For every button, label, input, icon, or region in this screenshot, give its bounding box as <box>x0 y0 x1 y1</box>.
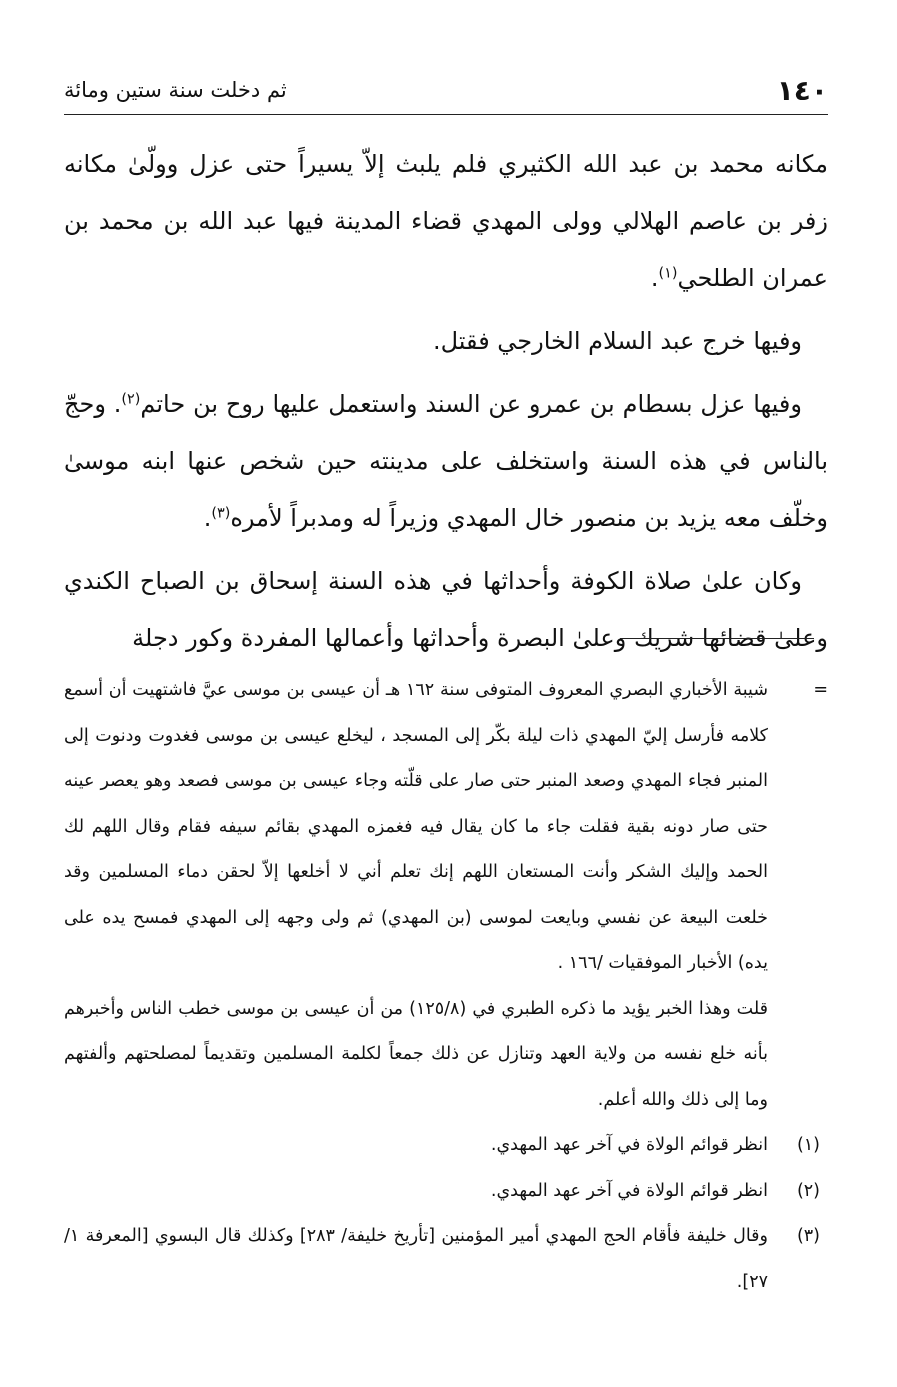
footnote-item-1 <box>64 1123 828 1169</box>
footnote-separator <box>620 638 814 639</box>
footnote-ref-1: (١) <box>658 265 678 282</box>
footnote-text: انظر قوائم الولاة في آخر عهد المهدي. <box>490 1180 768 1201</box>
footnote-text: وقال خليفة فأقام الحج المهدي أمير المؤمنين [تأريخ خليفة/ ٢٨٣] وكذلك قال البسوي [المعرفة ١/ ٢٧]. <box>64 1226 768 1292</box>
footnote-comment: قلت وهذا الخبر يؤيد ما ذكره الطبري في (١٢٥/٨) من أن عيسى بن موسى خطب الناس وأخبرهم بأنه خلع نفسه من ولاية العهد وتنازل عن ذلك جمعاً لكلمة المسلمين وتقديماً لمصلحتهم وألفتهم وما إلى ذلك والله أعلم. <box>64 998 768 1110</box>
paragraph-3 <box>64 376 828 547</box>
continuation-marker: = <box>813 680 828 700</box>
footnote-number: (١) <box>796 1135 820 1155</box>
continuation-text: شيبة الأخباري البصري المعروف المتوفى سنة ١٦٢ هـ أن عيسى بن موسى عيَّ فاشتهيت أن أسمع كلامه فأرسل إليّ المهدي ذات ليلة بكّر إلى المسجد ، ليخلع عيسى بن موسى فغدوت ودنوت إلى المنبر فجاء المهدي وصعد المنبر حتى صار على قلّته وجاء عيسى بن موسى فصعد وهو يعصر عينه حتى صار دونه بقية فقلت جاء ما كان يقال فيه فغمزه المهدي بقائم سيفه فقام وقال اللهم لك الحمد وإليك الشكر وأنت المستعان اللهم إنك تعلم أني لا أخلعها إلاّ لحقن دماء المسلمين وقد خلعت البيعة عن نفسي وبايعت لموسى (بن المهدي) ثم ولى وجهه إلى المهدي فمسح يده على يده) الأخبار الموفقيات /١٦٦ . <box>64 680 768 973</box>
paragraph-4: وكان علىٰ صلاة الكوفة وأحداثها في هذه السنة إسحاق بن الصباح الكندي وعلىٰ قضائها شريك وعلىٰ البصرة وأحداثها وأعمالها المفردة وكور دجلة <box>64 567 828 652</box>
footnotes <box>64 668 828 1305</box>
main-text <box>64 136 828 667</box>
footnote-item-2 <box>64 1169 828 1215</box>
footnote-text: انظر قوائم الولاة في آخر عهد المهدي. <box>490 1135 768 1155</box>
page-header <box>64 70 828 115</box>
footnote-number: (٢) <box>796 1180 820 1201</box>
footnote-ref-2: (٢) <box>121 391 141 408</box>
paragraph-3-end: . <box>203 504 212 532</box>
paragraph-3-text-a: وفيها عزل بسطام بن عمرو عن السند واستعمل عليها روح بن حاتم <box>140 390 802 418</box>
page-number: ١٤٠ <box>776 74 828 107</box>
footnote-ref-3: (٣) <box>211 505 231 522</box>
footnote-item-3 <box>64 1214 828 1305</box>
paragraph-1-text: مكانه محمد بن عبد الله الكثيري فلم يلبث إلاّ يسيراً حتى عزل وولّىٰ مكانه زفر بن عاصم الهلالي وولى المهدي قضاء المدينة فيها عبد الله بن محمد بن عمران الطلحي <box>64 150 828 292</box>
paragraph-3-text-b: . وحجّ بالناس في هذه السنة واستخلف على مدينته حين شخص عنها ابنه موسىٰ وخلّف معه يزيد بن منصور خال المهدي وزيراً له ومدبراً لأمره <box>64 390 828 532</box>
paragraph-1 <box>64 136 828 307</box>
footnote-continuation <box>64 668 828 987</box>
paragraph-2: وفيها خرج عبد السلام الخارجي فقتل. <box>433 327 802 355</box>
running-title: ثم دخلت سنة ستين ومائة <box>64 78 287 102</box>
footnote-number: (٣) <box>796 1226 820 1246</box>
paragraph-1-end: . <box>650 264 659 292</box>
